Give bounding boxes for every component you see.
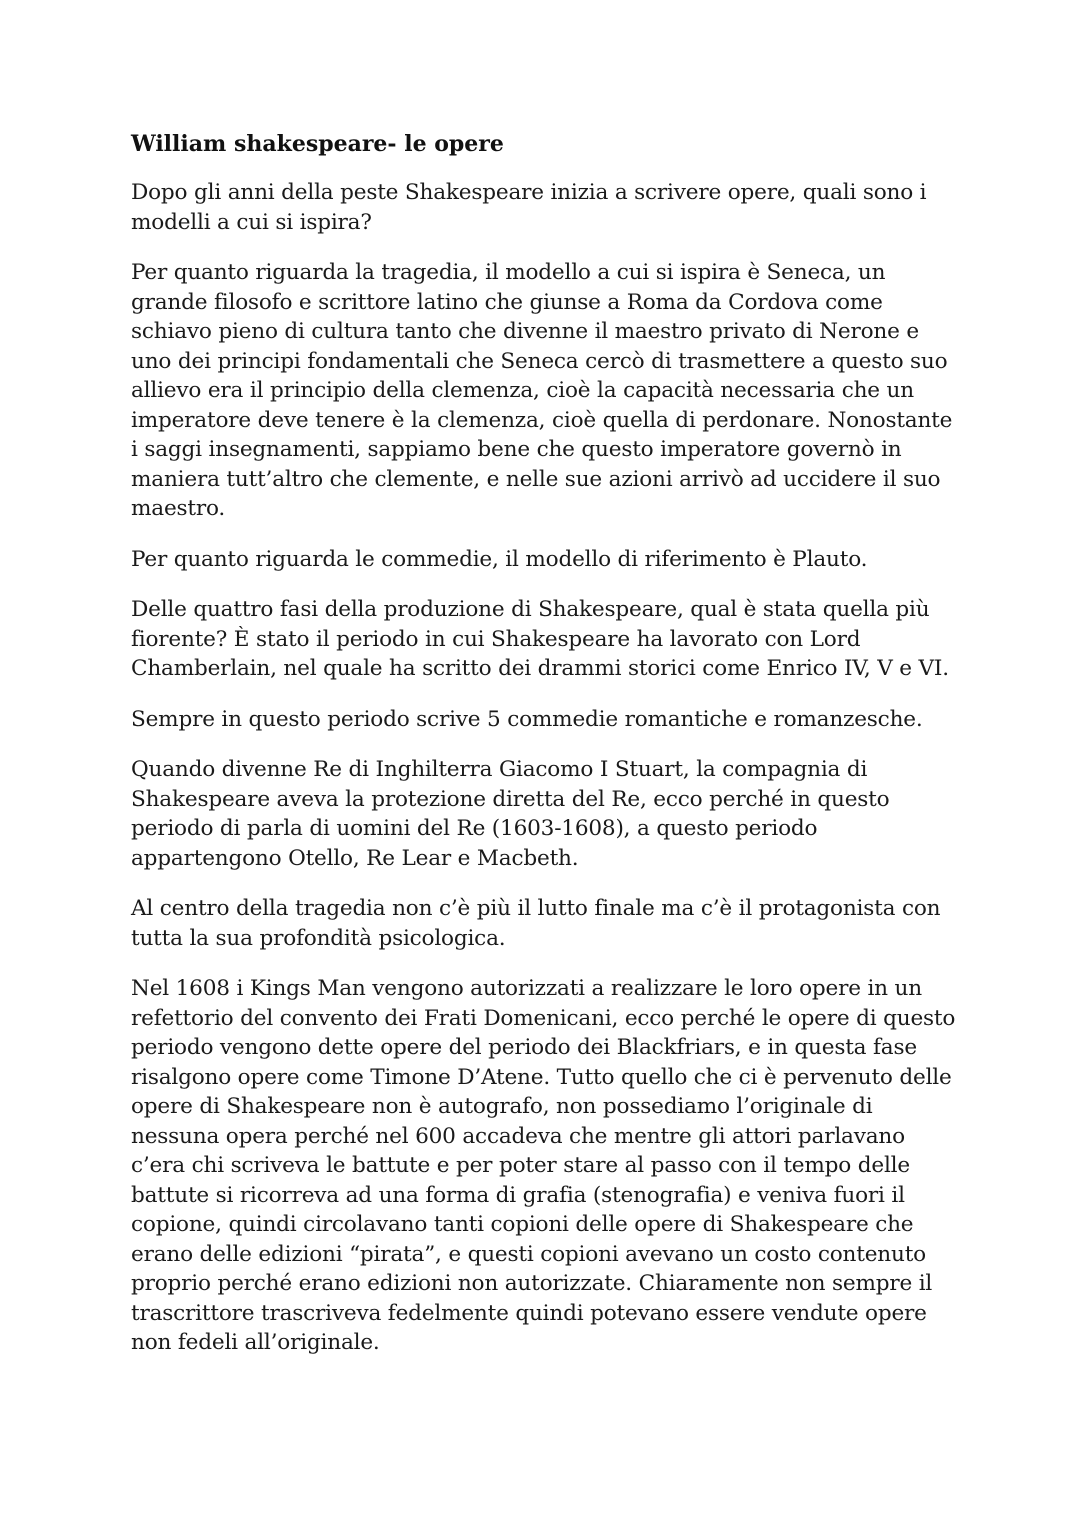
document-title: William shakespeare- le opere — [131, 131, 504, 157]
paragraph-kings-men: Quando divenne Re di Inghilterra Giacomo I Stuart, la compagnia di Shakespeare aveva la protezione diretta del Re, ecco perché in questo periodo di parla di uomini del Re (1603-1608), a questo periodo appartengono Otello, Re Lear e Macbeth. — [131, 757, 890, 871]
paragraph-romantic-comedies: Sempre in questo periodo scrive 5 commedie romantiche e romanzesche. — [131, 706, 923, 732]
paragraph-comedy-plauto: Per quanto riguarda le commedie, il modello di riferimento è Plauto. — [131, 546, 868, 572]
document-page — [131, 128, 961, 1379]
paragraph-tragedy-seneca: Per quanto riguarda la tragedia, il modello a cui si ispira è Seneca, un grande filosofo e scrittore latino che giunse a Roma da Cordova come schiavo pieno di cultura tanto che divenne il maestro privato di Nerone e uno dei principi fondamentali che Seneca cercò di trasmettere a questo suo allievo era il principio della clemenza, cioè la capacità necessaria che un imperatore deve tenere è la clemenza, cioè quella di perdonare. Nonostante i saggi insegnamenti, sappiamo bene che questo imperatore governò in maniera tutt’altro che clemente, e nelle sue azioni arrivò ad uccidere il suo maestro. — [131, 260, 953, 521]
paragraph-blackfriars: Nel 1608 i Kings Man vengono autorizzati a realizzare le loro opere in un refettorio del convento dei Frati Domenicani, ecco perché le opere di questo periodo vengono dette opere del periodo dei Blackfriars, e in questa fase risalgono opere come Timone D’Atene. Tutto quello che ci è pervenuto delle opere di Shakespeare non è autografo, non possediamo l’originale di nessuna opera perché nel 600 accadeva che mentre gli attori parlavano c’era chi scriveva le battute e per poter stare al passo con il tempo delle battute si ricorreva ad una forma di grafia (stenografia) e veniva fuori il copione, quindi circolavano tanti copioni delle opere di Shakespeare che erano delle edizioni “pirata”, e questi copioni avevano un costo contenuto proprio perché erano edizioni non autorizzate. Chiaramente non sempre il trascrittore trascriveva fedelmente quindi potevano essere vendute opere non fedeli all’originale. — [131, 976, 956, 1355]
paragraph-intro: Dopo gli anni della peste Shakespeare inizia a scrivere opere, quali sono i modelli a cui si ispira? — [131, 180, 927, 235]
paragraph-protagonist: Al centro della tragedia non c’è più il lutto finale ma c’è il protagonista con tutta la sua profondità psicologica. — [131, 896, 941, 951]
paragraph-phases: Delle quattro fasi della produzione di Shakespeare, qual è stata quella più fiorente? È stato il periodo in cui Shakespeare ha lavorato con Lord Chamberlain, nel quale ha scritto dei drammi storici come Enrico IV, V e VI. — [131, 597, 949, 681]
